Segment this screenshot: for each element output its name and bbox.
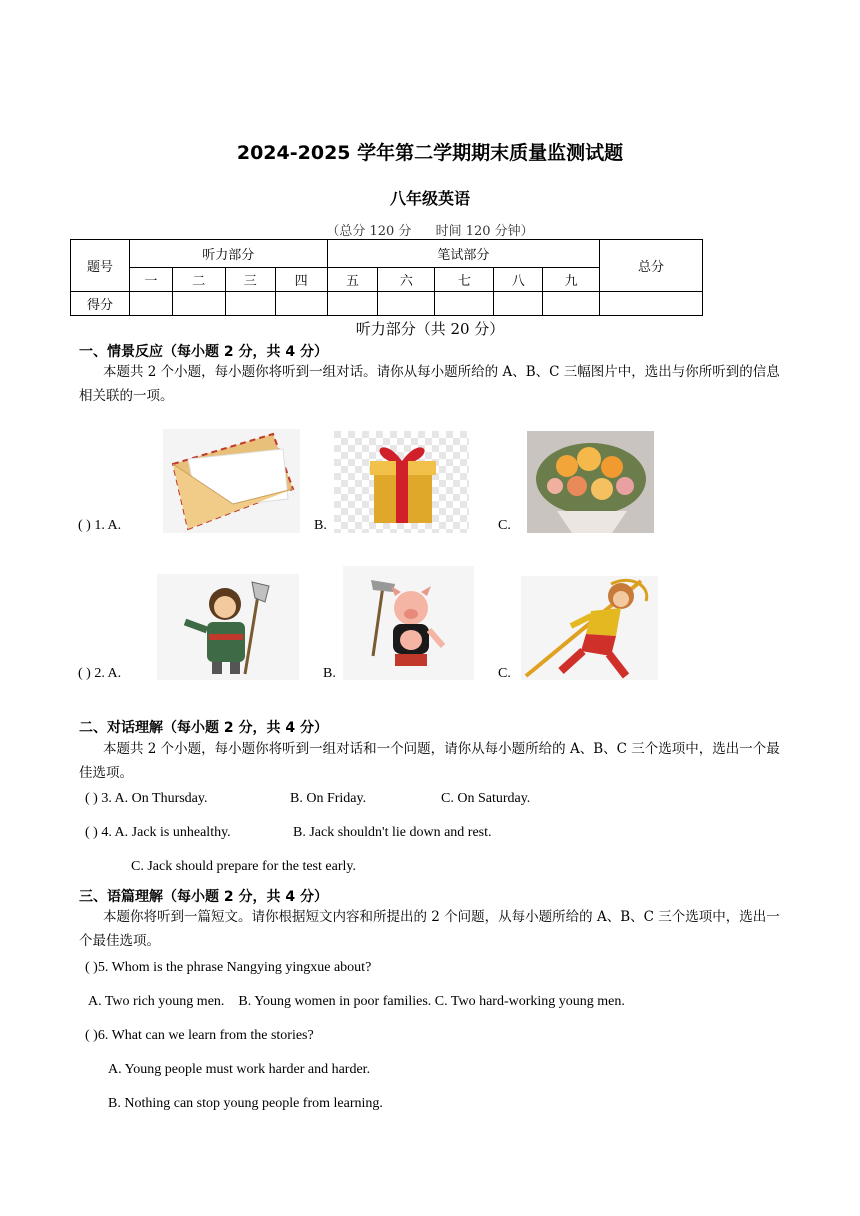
question-2-option-c: C. <box>498 666 511 681</box>
col-label: 九 <box>543 268 600 292</box>
time-text: 时间 120 分钟） <box>435 224 534 239</box>
exam-meta <box>0 220 860 239</box>
monkey-king-image <box>521 576 658 680</box>
question-3-option-b: B. On Friday. <box>290 791 367 806</box>
total-score-cell[interactable] <box>600 292 703 316</box>
question-4-option-b: B. Jack shouldn't lie down and rest. <box>293 825 492 840</box>
section1-instructions: 本题共 2 个小题，每小题你将听到一组对话。请你从每小题所给的 A、B、C 三幅图片中，选出与你所听到的信息相关联的一项。 <box>79 364 780 404</box>
col-label: 八 <box>494 268 543 292</box>
score-cell[interactable] <box>543 292 600 316</box>
col-label: 三 <box>225 268 275 292</box>
question-4-option-c: C. Jack should prepare for the test early. <box>131 859 356 874</box>
question-6-stem: ( )6. What can we learn from the stories? <box>85 1028 314 1043</box>
written-part-header: 笔试部分 <box>327 240 600 268</box>
section2-instructions: 本题共 2 个小题，每小题你将听到一组对话和一个问题，请你从每小题所给的 A、B、C 三个选项中，选出一个最佳选项。 <box>79 741 780 781</box>
score-cell[interactable] <box>275 292 327 316</box>
flower-bouquet-image <box>527 431 654 533</box>
question-3-option-a: ( ) 3. A. On Thursday. <box>85 791 208 806</box>
score-table <box>70 239 703 316</box>
row-label-score: 得分 <box>71 292 130 316</box>
col-label: 四 <box>275 268 327 292</box>
total-score-text: （总分 120 分 <box>326 224 412 239</box>
score-cell[interactable] <box>378 292 435 316</box>
question-1-option-c: C. <box>498 518 511 533</box>
section1-heading: 一、情景反应（每小题 2 分，共 4 分） <box>79 344 328 360</box>
envelope-image <box>163 429 300 533</box>
listening-section-title: 听力部分（共 20 分） <box>355 320 505 338</box>
section2-heading: 二、对话理解（每小题 2 分，共 4 分） <box>79 720 328 736</box>
question-6-option-a: A. Young people must work harder and harder. <box>108 1062 371 1077</box>
question-2-option-b: B. <box>323 666 336 681</box>
section3-heading: 三、语篇理解（每小题 2 分，共 4 分） <box>79 889 328 905</box>
listening-part-header: 听力部分 <box>129 240 327 268</box>
col-label: 五 <box>327 268 378 292</box>
question-3-option-c: C. On Saturday. <box>441 791 531 806</box>
col-label: 七 <box>435 268 494 292</box>
total-header: 总分 <box>600 240 703 292</box>
question-4-option-a: ( ) 4. A. Jack is unhealthy. <box>85 825 231 840</box>
row-label-question-number: 题号 <box>71 240 130 292</box>
pig-character-image <box>343 566 474 680</box>
col-label: 二 <box>172 268 225 292</box>
question-2-prefix: ( ) 2. A. <box>78 666 122 681</box>
gift-box-image <box>334 431 469 533</box>
col-label: 一 <box>129 268 172 292</box>
exam-title: 2024-2025 学年第二学期期末质量监测试题 <box>236 142 624 164</box>
question-1-prefix: ( ) 1. A. <box>78 518 122 533</box>
question-5-options: A. Two rich young men. B. Young women in poor families. C. Two hard-working young men. <box>88 994 625 1009</box>
score-cell[interactable] <box>494 292 543 316</box>
score-cell[interactable] <box>435 292 494 316</box>
score-cell[interactable] <box>327 292 378 316</box>
question-5-stem: ( )5. Whom is the phrase Nangying yingxue about? <box>85 960 372 975</box>
score-cell[interactable] <box>172 292 225 316</box>
section3-instructions: 本题你将听到一篇短文。请你根据短文内容和所提出的 2 个问题，从每小题所给的 A、B、C 三个选项中，选出一个最佳选项。 <box>79 909 780 949</box>
question-1-option-b: B. <box>314 518 327 533</box>
question-6-option-b: B. Nothing can stop young people from learning. <box>108 1096 383 1111</box>
col-label: 六 <box>378 268 435 292</box>
score-cell[interactable] <box>225 292 275 316</box>
monk-warrior-image <box>157 574 299 680</box>
score-cell[interactable] <box>129 292 172 316</box>
exam-subtitle: 八年级英语 <box>389 189 470 208</box>
